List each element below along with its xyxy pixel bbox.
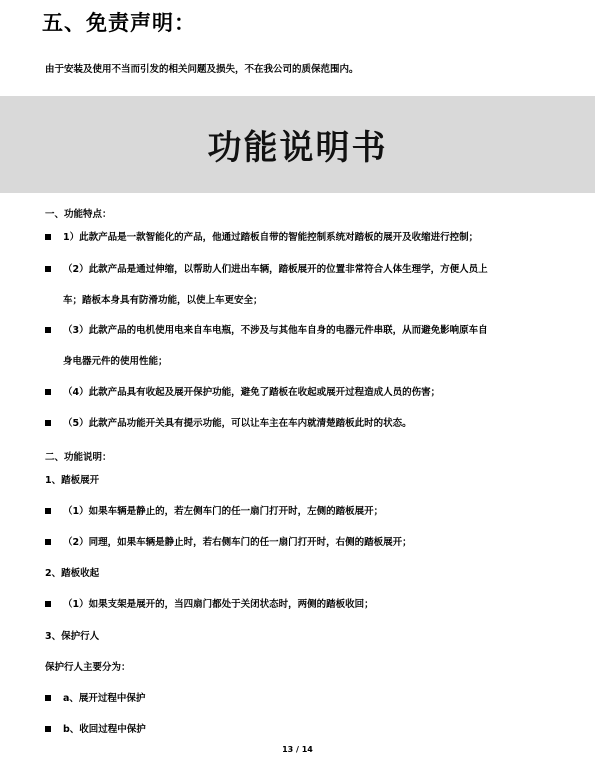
retract-item-1: （1）如果支架是展开的，当四扇门都处于关闭状态时，两侧的踏板收回； (63, 599, 374, 610)
disclaimer-text: 由于安装及使用不当而引发的相关问题及损失，不在我公司的质保范围内。 (45, 64, 359, 75)
section-function-heading: 二、功能说明： (45, 452, 112, 463)
disclaimer-heading: 五、免责声明： (42, 11, 196, 35)
protect-item-b: b、收回过程中保护 (63, 724, 146, 735)
bullet-icon (45, 266, 51, 272)
protect-intro: 保护行人主要分为： (45, 662, 131, 673)
feature-item-1: 1）此款产品是一款智能化的产品，他通过踏板自带的智能控制系统对踏板的展开及收缩进行控制； (63, 232, 479, 243)
sub-protect-heading: 3、保护行人 (45, 631, 100, 642)
feature-item-3: （3）此款产品的电机使用电来自车电瓶，不涉及与其他车自身的电器元件串联，从而避免影响原车自 (63, 325, 488, 336)
bullet-icon (45, 234, 51, 240)
feature-item-5: （5）此款产品功能开关具有提示功能，可以让车主在车内就清楚踏板此时的状态。 (63, 418, 412, 429)
protect-item-a: a、展开过程中保护 (63, 693, 146, 704)
bullet-icon (45, 389, 51, 395)
feature-item-2: （2）此款产品是通过伸缩，以帮助人们进出车辆，踏板展开的位置非常符合人体生理学，方便人员上 (63, 264, 488, 275)
feature-item-4: （4）此款产品具有收起及展开保护功能，避免了踏板在收起或展开过程造成人员的伤害； (63, 387, 441, 398)
sub-deploy-heading: 1、踏板展开 (45, 475, 100, 486)
page-number: 13 / 14 (282, 745, 313, 754)
manual-title: 功能说明书 (207, 128, 388, 168)
bullet-icon (45, 601, 51, 607)
title-banner (0, 96, 595, 193)
feature-item-3-cont: 身电器元件的使用性能； (63, 356, 168, 367)
bullet-icon (45, 539, 51, 545)
bullet-icon (45, 327, 51, 333)
bullet-icon (45, 695, 51, 701)
bullet-icon (45, 508, 51, 514)
deploy-item-1: （1）如果车辆是静止的，若左侧车门的任一扇门打开时，左侧的踏板展开； (63, 506, 384, 517)
bullet-icon (45, 726, 51, 732)
deploy-item-2: （2）同理，如果车辆是静止时，若右侧车门的任一扇门打开时，右侧的踏板展开； (63, 537, 412, 548)
sub-retract-heading: 2、踏板收起 (45, 568, 100, 579)
feature-item-2-cont: 车；踏板本身具有防滑功能，以使上车更安全； (63, 295, 263, 306)
bullet-icon (45, 420, 51, 426)
section-features-heading: 一、功能特点： (45, 209, 112, 220)
